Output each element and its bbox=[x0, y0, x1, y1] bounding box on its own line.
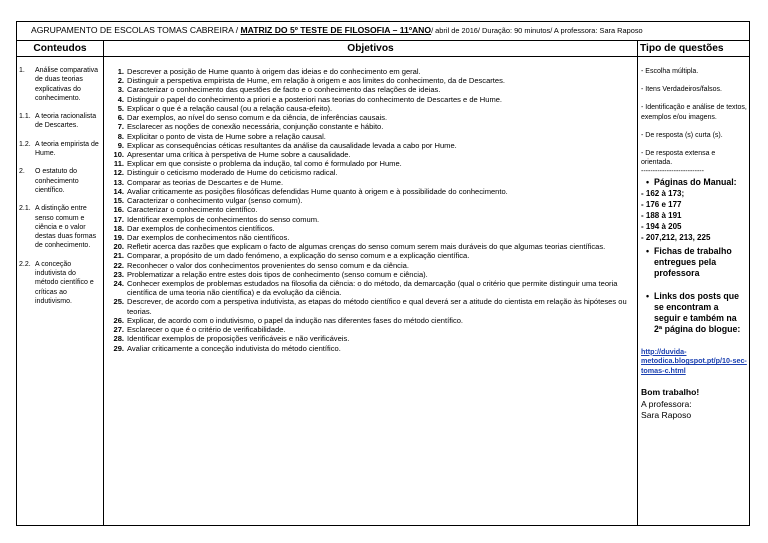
objetivo-number: 22. bbox=[113, 260, 124, 270]
question-type: - Identificação e análise de textos, exemplos e/ou imagens. bbox=[641, 104, 747, 121]
objetivo-text: Descrever, de acordo com a perspetiva indutivista, as etapas do método científico e qual deverá ser a atitude do cientista em relação às hipóteses ou teorias. bbox=[127, 297, 627, 316]
objetivo-number: 15. bbox=[113, 196, 124, 206]
page-range: - 194 à 205 bbox=[641, 221, 682, 231]
conteudo-text: A conceção indutivista do método científico e críticas ao indutivismo. bbox=[35, 260, 94, 305]
conteudo-item bbox=[19, 112, 101, 131]
teacher-name: Sara Raposo bbox=[641, 410, 692, 421]
bullet-icon: • bbox=[645, 176, 650, 187]
objetivo-number: 18. bbox=[113, 223, 124, 233]
conteudo-text: O estatuto do conhecimento científico. bbox=[35, 168, 79, 194]
document-details: / abril de 2016/ Duração: 90 minutos/ A professora: Sara Raposo bbox=[431, 26, 643, 35]
question-type: - Escolha múltipla. bbox=[641, 68, 699, 75]
conteudo-item bbox=[19, 66, 101, 103]
objetivo-number: 17. bbox=[113, 214, 124, 224]
objetivo-item bbox=[110, 325, 635, 334]
objetivo-text: Caracterizar o conhecimento científico. bbox=[127, 205, 258, 215]
bullet-icon: • bbox=[645, 245, 650, 256]
conteudo-text: A teoria empirista de Hume. bbox=[35, 140, 99, 158]
manual-label: Páginas do Manual: bbox=[654, 176, 737, 187]
conteudo-number: 2.2. bbox=[19, 260, 31, 268]
objetivo-number: 21. bbox=[113, 251, 124, 261]
objetivo-item bbox=[110, 95, 635, 104]
objetivo-item bbox=[110, 215, 635, 224]
objetivo-item bbox=[110, 205, 635, 214]
column-header-conteudos: Conteudos bbox=[17, 41, 104, 57]
objetivo-text: Identificar exemplos de conhecimentos do senso comum. bbox=[127, 214, 320, 224]
school-name: AGRUPAMENTO DE ESCOLAS TOMAS CABREIRA / bbox=[31, 25, 241, 35]
page-range: - 188 à 191 bbox=[641, 210, 682, 220]
conteudo-number: 1. bbox=[19, 67, 25, 74]
teacher-label: A professora: bbox=[641, 398, 692, 409]
objetivo-text: Caracterizar o conhecimento vulgar (senso comum). bbox=[127, 196, 303, 206]
objetivo-number: 7. bbox=[117, 122, 124, 132]
links-text: Links dos posts que se encontram a seguir e também na 2ª página do blogue: bbox=[654, 290, 741, 334]
objetivo-number: 4. bbox=[117, 94, 124, 104]
question-type: - De resposta extensa e orientada. bbox=[641, 150, 716, 167]
objetivos-cell bbox=[104, 57, 638, 526]
objetivo-number: 11. bbox=[113, 159, 124, 169]
conteudo-item bbox=[19, 260, 101, 306]
objetivo-text: Avaliar criticamente a conceção indutivista do método científico. bbox=[127, 343, 341, 353]
column-header-objetivos: Objetivos bbox=[104, 41, 638, 57]
fichas-note bbox=[641, 246, 747, 279]
document-title: MATRIZ DO 5º TESTE DE FILOSOFIA – 11ºANO bbox=[240, 25, 432, 35]
separator: --------------------------- bbox=[641, 168, 704, 176]
objetivo-number: 16. bbox=[113, 205, 124, 215]
objetivo-number: 8. bbox=[117, 131, 124, 141]
objetivo-item bbox=[110, 279, 635, 297]
objetivo-text: Comparar as teorias de Descartes e de Hume. bbox=[127, 177, 284, 187]
objetivo-number: 27. bbox=[113, 325, 124, 335]
conteudo-number: 1.1. bbox=[19, 113, 31, 121]
objetivo-number: 13. bbox=[113, 177, 124, 187]
objetivo-text: Esclarecer o que é o critério de verificabilidade. bbox=[127, 325, 286, 335]
objetivo-number: 24. bbox=[113, 279, 124, 289]
objetivo-text: Explicar em que consiste o problema da indução, tal como é formulado por Hume. bbox=[127, 159, 402, 169]
objetivo-text: Problematizar a relação entre estes dois tipos de conhecimento (senso comum e ciência). bbox=[127, 269, 428, 279]
document-sheet bbox=[16, 21, 749, 521]
bullet-icon: • bbox=[645, 290, 650, 301]
document-header bbox=[17, 22, 750, 41]
objetivo-item bbox=[110, 344, 635, 353]
objetivo-item bbox=[110, 67, 635, 76]
objetivo-item bbox=[110, 104, 635, 113]
objetivo-text: Reconhecer o valor dos conhecimentos provenientes do senso comum e da ciência. bbox=[127, 260, 409, 270]
objetivo-item bbox=[110, 113, 635, 122]
conteudo-item bbox=[19, 204, 101, 250]
objetivo-number: 6. bbox=[117, 113, 124, 123]
objetivo-item bbox=[110, 297, 635, 315]
conteudo-number: 2.1. bbox=[19, 205, 31, 213]
conteudo-number: 1.2. bbox=[19, 140, 31, 148]
objetivo-item bbox=[110, 316, 635, 325]
objetivo-text: Distinguir a perspetiva empirista de Hume, em relação à origem e aos limites do conhecimento, da de Descartes. bbox=[127, 76, 505, 86]
objetivo-text: Distinguir o ceticismo moderado de Hume do ceticismo radical. bbox=[127, 168, 338, 178]
objetivo-item bbox=[110, 251, 635, 260]
conteudo-item bbox=[19, 167, 101, 195]
objetivo-item bbox=[110, 141, 635, 150]
objetivo-text: Caracterizar o conhecimento das questões de facto e o conhecimento das relações de ideias. bbox=[127, 85, 441, 95]
fichas-text: Fichas de trabalho entregues pela professora bbox=[654, 245, 732, 278]
conteudo-text: A distinção entre senso comum e ciência e o valor destas duas formas de conhecimento. bbox=[35, 205, 97, 250]
objetivo-text: Comparar, a propósito de um dado fenómeno, a explicação do senso comum e a explicação científica. bbox=[127, 251, 470, 261]
objetivo-item bbox=[110, 122, 635, 131]
objetivo-text: Avaliar criticamente as posições filosóficas defendidas Hume quanto à origem e à possibilidade do conhecimento. bbox=[127, 186, 508, 196]
objetivo-text: Apresentar uma crítica à perspetiva de Hume sobre a causalidade. bbox=[127, 149, 351, 159]
question-type: - Itens Verdadeiros/falsos. bbox=[641, 86, 722, 94]
objetivo-text: Explicar, de acordo com o indutivismo, o papel da indução nas diferentes fases do método científico. bbox=[127, 315, 464, 325]
objetivo-number: 19. bbox=[113, 232, 124, 242]
objetivo-item bbox=[110, 233, 635, 242]
objetivo-text: Descrever a posição de Hume quanto à origem das ideias e do conhecimento em geral. bbox=[127, 67, 421, 76]
objetivo-item bbox=[110, 150, 635, 159]
objetivo-item bbox=[110, 261, 635, 270]
objetivo-item bbox=[110, 196, 635, 205]
objetivo-text: Dar exemplos de conhecimentos não científicos. bbox=[127, 232, 290, 242]
objetivo-item bbox=[110, 132, 635, 141]
question-type: - De resposta (s) curta (s). bbox=[641, 131, 723, 139]
objetivo-item bbox=[110, 76, 635, 85]
objetivo-number: 23. bbox=[113, 269, 124, 279]
conteudo-item bbox=[19, 140, 101, 159]
conteudos-cell bbox=[17, 57, 104, 526]
objetivo-item bbox=[110, 270, 635, 279]
objetivo-number: 5. bbox=[117, 103, 124, 113]
objetivo-number: 12. bbox=[113, 168, 124, 178]
conteudo-number: 2. bbox=[19, 168, 25, 176]
objetivo-item bbox=[110, 178, 635, 187]
objetivo-number: 2. bbox=[117, 76, 124, 86]
page-range: - 176 e 177 bbox=[641, 199, 682, 209]
objetivo-number: 14. bbox=[113, 186, 124, 196]
objetivo-number: 25. bbox=[113, 297, 124, 307]
page-range: - 162 à 173; bbox=[641, 188, 685, 198]
objetivo-number: 26. bbox=[113, 315, 124, 325]
objetivo-text: Identificar exemplos de proposições verificáveis e não verificáveis. bbox=[127, 334, 350, 344]
page-range: - 207,212, 213, 225 bbox=[641, 232, 711, 242]
tipo-cell bbox=[638, 57, 750, 526]
objetivo-text: Esclarecer as noções de conexão necessária, conjunção constante e hábito. bbox=[127, 122, 384, 132]
blog-link[interactable]: http://duvida-metodica.blogspot.pt/p/10-sec-tomas-c.html bbox=[641, 346, 747, 375]
objetivo-item bbox=[110, 224, 635, 233]
closing-block bbox=[641, 387, 747, 422]
objetivo-number: 1. bbox=[117, 67, 124, 76]
links-note bbox=[641, 291, 747, 335]
objetivo-text: Dar exemplos, ao nível do senso comum e da ciência, de inferências causais. bbox=[127, 113, 388, 123]
objetivo-item bbox=[110, 242, 635, 251]
conteudo-text: Análise comparativa de duas teorias explicativas do conhecimento. bbox=[35, 67, 99, 102]
objetivo-item bbox=[110, 85, 635, 94]
objetivo-text: Distinguir o papel do conhecimento a priori e a posteriori nas teorias do conhecimento de Descartes e de Hume. bbox=[127, 94, 503, 104]
objetivo-number: 29. bbox=[113, 343, 124, 353]
matrix-table bbox=[16, 21, 750, 526]
objetivo-item bbox=[110, 334, 635, 343]
objetivo-number: 20. bbox=[113, 242, 124, 252]
objetivo-text: Explicitar o ponto de vista de Hume sobre a relação causal. bbox=[127, 131, 326, 141]
objetivo-text: Dar exemplos de conhecimentos científicos. bbox=[127, 223, 275, 233]
objetivo-text: Explicar o que é a relação causal (ou a relação causa-efeito). bbox=[127, 103, 333, 113]
objetivo-text: Refletir acerca das razões que explicam o facto de algumas crenças do senso comum serem mais duráveis do que algumas teorias científicas. bbox=[127, 242, 606, 252]
objetivo-item bbox=[110, 159, 635, 168]
column-header-tipo: Tipo de questões bbox=[638, 41, 750, 57]
objetivo-number: 9. bbox=[117, 140, 124, 150]
objetivo-number: 10. bbox=[113, 149, 124, 159]
closing-greeting: Bom trabalho! bbox=[641, 387, 700, 398]
conteudo-text: A teoria racionalista de Descartes. bbox=[35, 113, 97, 130]
manual-heading bbox=[641, 177, 747, 188]
objetivo-number: 3. bbox=[117, 85, 124, 95]
objetivo-text: Explicar as consequências céticas resultantes da análise da causalidade levada a cabo por Hume. bbox=[127, 140, 457, 150]
objetivo-item bbox=[110, 168, 635, 177]
objetivo-number: 28. bbox=[113, 334, 124, 344]
objetivo-text: Conhecer exemplos de problemas estudados na filosofia da ciência: o do método, da demarcação (qual o critério que permite distinguir uma teoria científica de uma teoria não científica) e da evolução da ciência. bbox=[127, 279, 618, 298]
objetivo-item bbox=[110, 187, 635, 196]
